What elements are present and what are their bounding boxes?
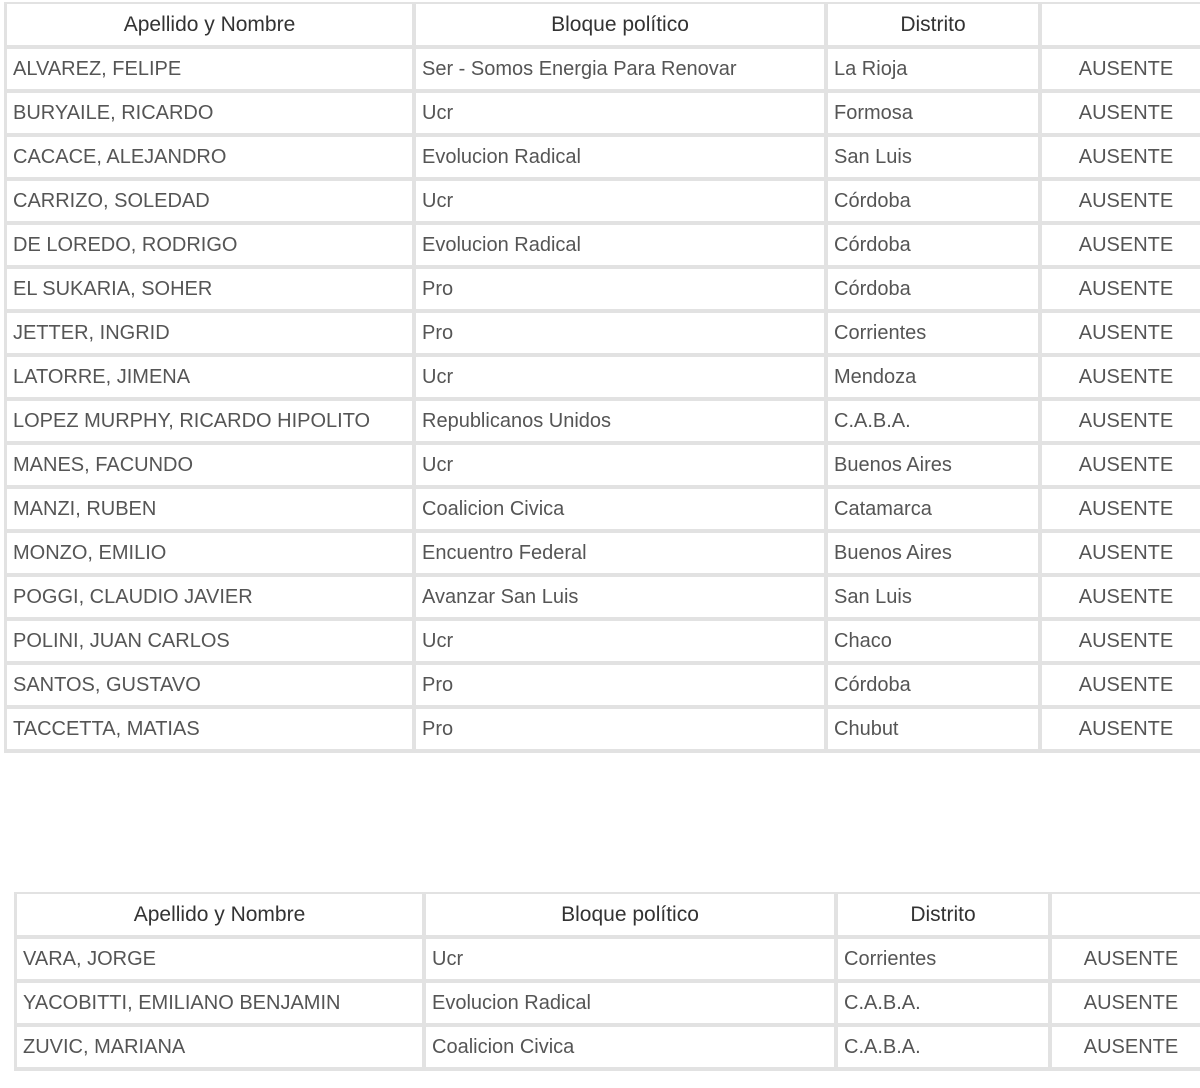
table-row bbox=[4, 445, 1200, 489]
member-name: VARA, JORGE bbox=[14, 939, 426, 983]
table-row bbox=[4, 313, 1200, 357]
political-bloc: Avanzar San Luis bbox=[416, 577, 828, 621]
table-row bbox=[4, 225, 1200, 269]
table-row bbox=[4, 665, 1200, 709]
political-bloc: Pro bbox=[416, 313, 828, 357]
table-row bbox=[4, 357, 1200, 401]
political-bloc: Ucr bbox=[416, 357, 828, 401]
political-bloc: Ucr bbox=[416, 621, 828, 665]
attendance-status: AUSENTE bbox=[1042, 225, 1200, 269]
political-bloc: Pro bbox=[416, 665, 828, 709]
political-bloc: Evolucion Radical bbox=[416, 225, 828, 269]
political-bloc: Ucr bbox=[416, 445, 828, 489]
district: Catamarca bbox=[828, 489, 1042, 533]
political-bloc: Ucr bbox=[416, 93, 828, 137]
attendance-status: AUSENTE bbox=[1042, 621, 1200, 665]
political-bloc: Ucr bbox=[426, 939, 838, 983]
table-row bbox=[4, 269, 1200, 313]
political-bloc: Pro bbox=[416, 709, 828, 753]
district: Corrientes bbox=[838, 939, 1052, 983]
political-bloc: Republicanos Unidos bbox=[416, 401, 828, 445]
political-bloc: Encuentro Federal bbox=[416, 533, 828, 577]
header-status bbox=[1052, 892, 1200, 939]
political-bloc: Ucr bbox=[416, 181, 828, 225]
district: Mendoza bbox=[828, 357, 1042, 401]
table-row bbox=[14, 939, 1200, 983]
attendance-status: AUSENTE bbox=[1052, 983, 1200, 1027]
district: Buenos Aires bbox=[828, 533, 1042, 577]
header-bloc: Bloque político bbox=[426, 892, 838, 939]
member-name: MONZO, EMILIO bbox=[4, 533, 416, 577]
district: San Luis bbox=[828, 577, 1042, 621]
attendance-status: AUSENTE bbox=[1042, 93, 1200, 137]
district: C.A.B.A. bbox=[828, 401, 1042, 445]
table-row bbox=[14, 1027, 1200, 1071]
table-row bbox=[4, 181, 1200, 225]
table-row bbox=[4, 401, 1200, 445]
member-name: JETTER, INGRID bbox=[4, 313, 416, 357]
table-row bbox=[4, 621, 1200, 665]
header-district: Distrito bbox=[828, 2, 1042, 49]
district: Córdoba bbox=[828, 269, 1042, 313]
district: Chaco bbox=[828, 621, 1042, 665]
political-bloc: Coalicion Civica bbox=[416, 489, 828, 533]
political-bloc: Evolucion Radical bbox=[426, 983, 838, 1027]
district: Córdoba bbox=[828, 181, 1042, 225]
member-name: LOPEZ MURPHY, RICARDO HIPOLITO bbox=[4, 401, 416, 445]
attendance-status: AUSENTE bbox=[1042, 445, 1200, 489]
member-name: MANZI, RUBEN bbox=[4, 489, 416, 533]
attendance-status: AUSENTE bbox=[1042, 181, 1200, 225]
attendance-status: AUSENTE bbox=[1042, 401, 1200, 445]
member-name: DE LOREDO, RODRIGO bbox=[4, 225, 416, 269]
member-name: ZUVIC, MARIANA bbox=[14, 1027, 426, 1071]
table-header-row bbox=[4, 2, 1200, 49]
political-bloc: Evolucion Radical bbox=[416, 137, 828, 181]
member-name: MANES, FACUNDO bbox=[4, 445, 416, 489]
member-name: POGGI, CLAUDIO JAVIER bbox=[4, 577, 416, 621]
header-status bbox=[1042, 2, 1200, 49]
district: Buenos Aires bbox=[828, 445, 1042, 489]
political-bloc: Coalicion Civica bbox=[426, 1027, 838, 1071]
attendance-status: AUSENTE bbox=[1042, 269, 1200, 313]
member-name: YACOBITTI, EMILIANO BENJAMIN bbox=[14, 983, 426, 1027]
member-name: BURYAILE, RICARDO bbox=[4, 93, 416, 137]
header-name: Apellido y Nombre bbox=[14, 892, 426, 939]
district: San Luis bbox=[828, 137, 1042, 181]
header-district: Distrito bbox=[838, 892, 1052, 939]
attendance-status: AUSENTE bbox=[1052, 939, 1200, 983]
district: Formosa bbox=[828, 93, 1042, 137]
political-bloc: Pro bbox=[416, 269, 828, 313]
attendance-status: AUSENTE bbox=[1042, 533, 1200, 577]
district: C.A.B.A. bbox=[838, 1027, 1052, 1071]
table-row bbox=[4, 489, 1200, 533]
member-name: TACCETTA, MATIAS bbox=[4, 709, 416, 753]
member-name: ALVAREZ, FELIPE bbox=[4, 49, 416, 93]
attendance-status: AUSENTE bbox=[1042, 665, 1200, 709]
table-row bbox=[4, 137, 1200, 181]
member-name: EL SUKARIA, SOHER bbox=[4, 269, 416, 313]
table-row bbox=[4, 49, 1200, 93]
member-name: LATORRE, JIMENA bbox=[4, 357, 416, 401]
district: Córdoba bbox=[828, 665, 1042, 709]
absent-members-table-2 bbox=[14, 892, 1200, 1071]
table-row bbox=[14, 983, 1200, 1027]
member-name: CACACE, ALEJANDRO bbox=[4, 137, 416, 181]
table-row bbox=[4, 533, 1200, 577]
district: La Rioja bbox=[828, 49, 1042, 93]
table-row bbox=[4, 93, 1200, 137]
district: C.A.B.A. bbox=[838, 983, 1052, 1027]
district: Chubut bbox=[828, 709, 1042, 753]
attendance-status: AUSENTE bbox=[1042, 137, 1200, 181]
attendance-status: AUSENTE bbox=[1042, 709, 1200, 753]
attendance-status: AUSENTE bbox=[1042, 577, 1200, 621]
member-name: SANTOS, GUSTAVO bbox=[4, 665, 416, 709]
table-header-row bbox=[14, 892, 1200, 939]
member-name: CARRIZO, SOLEDAD bbox=[4, 181, 416, 225]
district: Corrientes bbox=[828, 313, 1042, 357]
attendance-status: AUSENTE bbox=[1042, 489, 1200, 533]
table-row bbox=[4, 709, 1200, 753]
attendance-status: AUSENTE bbox=[1052, 1027, 1200, 1071]
political-bloc: Ser - Somos Energia Para Renovar bbox=[416, 49, 828, 93]
header-name: Apellido y Nombre bbox=[4, 2, 416, 49]
table-row bbox=[4, 577, 1200, 621]
header-bloc: Bloque político bbox=[416, 2, 828, 49]
attendance-status: AUSENTE bbox=[1042, 357, 1200, 401]
member-name: POLINI, JUAN CARLOS bbox=[4, 621, 416, 665]
absent-members-table-1 bbox=[4, 2, 1200, 753]
attendance-status: AUSENTE bbox=[1042, 313, 1200, 357]
district: Córdoba bbox=[828, 225, 1042, 269]
attendance-status: AUSENTE bbox=[1042, 49, 1200, 93]
